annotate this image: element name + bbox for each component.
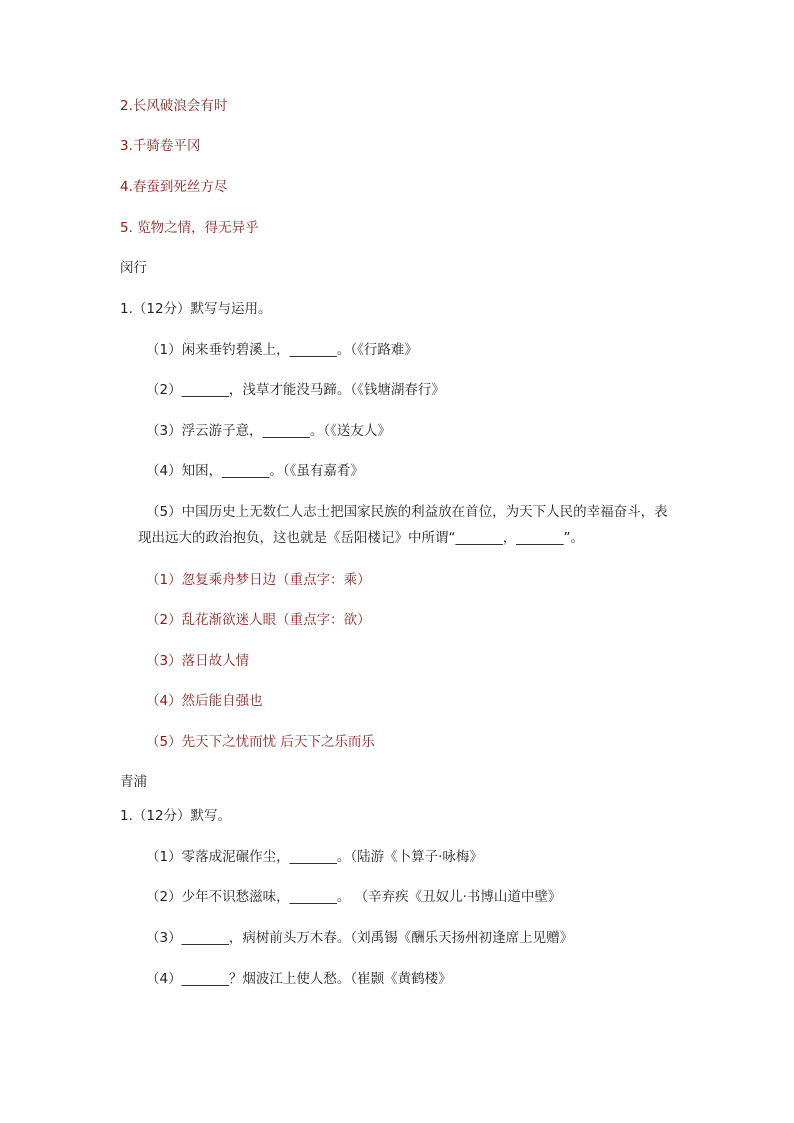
answer-item: （1）忽复乘舟梦日边（重点字：乘） — [146, 572, 371, 588]
answer-line: 3.千骑卷平冈 — [120, 138, 201, 154]
question-item-continued: 现出远大的政治抱负，这也就是《岳阳楼记》中所谓“_______，_______”。 — [138, 530, 584, 546]
answer-line: 2.长风破浪会有时 — [120, 98, 228, 114]
question-item: （3）_______，病树前头万木春。（刘禹锡《酬乐天扬州初逢席上见赠》 — [146, 930, 574, 946]
answer-line: 4.春蚕到死丝方尽 — [120, 179, 228, 195]
district-heading-minhang: 闵行 — [120, 260, 147, 276]
question-item: （2）少年不识愁滋味，_______。 （辛弃疾《丑奴儿·书博山道中壁》 — [146, 889, 562, 905]
question-item: （5）中国历史上无数仁人志士把国家民族的利益放在首位，为天下人民的幸福奋斗，表 — [146, 504, 668, 520]
question-title: 1.（12分）默写。 — [120, 808, 232, 824]
answer-item: （5）先天下之忧而忧 后天下之乐而乐 — [146, 734, 375, 750]
question-item: （2）_______，浅草才能没马蹄。（《钱塘湖春行》 — [146, 382, 445, 398]
answer-item: （4）然后能自强也 — [146, 693, 263, 709]
question-title: 1.（12分）默写与运用。 — [120, 301, 272, 317]
question-item: （1）零落成泥碾作尘，_______。（陆游《卜算子·咏梅》 — [146, 849, 483, 865]
question-item: （1）闲来垂钓碧溪上，_______。（《行路难》 — [146, 342, 418, 358]
answer-item: （3）落日故人情 — [146, 653, 250, 669]
question-item: （3）浮云游子意，_______。（《送友人》 — [146, 423, 391, 439]
answer-line: 5. 览物之情，得无异乎 — [120, 220, 259, 236]
district-heading-qingpu: 青浦 — [120, 774, 147, 790]
answer-item: （2）乱花渐欲迷人眼（重点字：欲） — [146, 612, 371, 628]
question-item: （4）_______？烟波江上使人愁。（崔颢《黄鹤楼》 — [146, 971, 452, 987]
question-item: （4）知困，_______。（《虽有嘉肴》 — [146, 463, 364, 479]
